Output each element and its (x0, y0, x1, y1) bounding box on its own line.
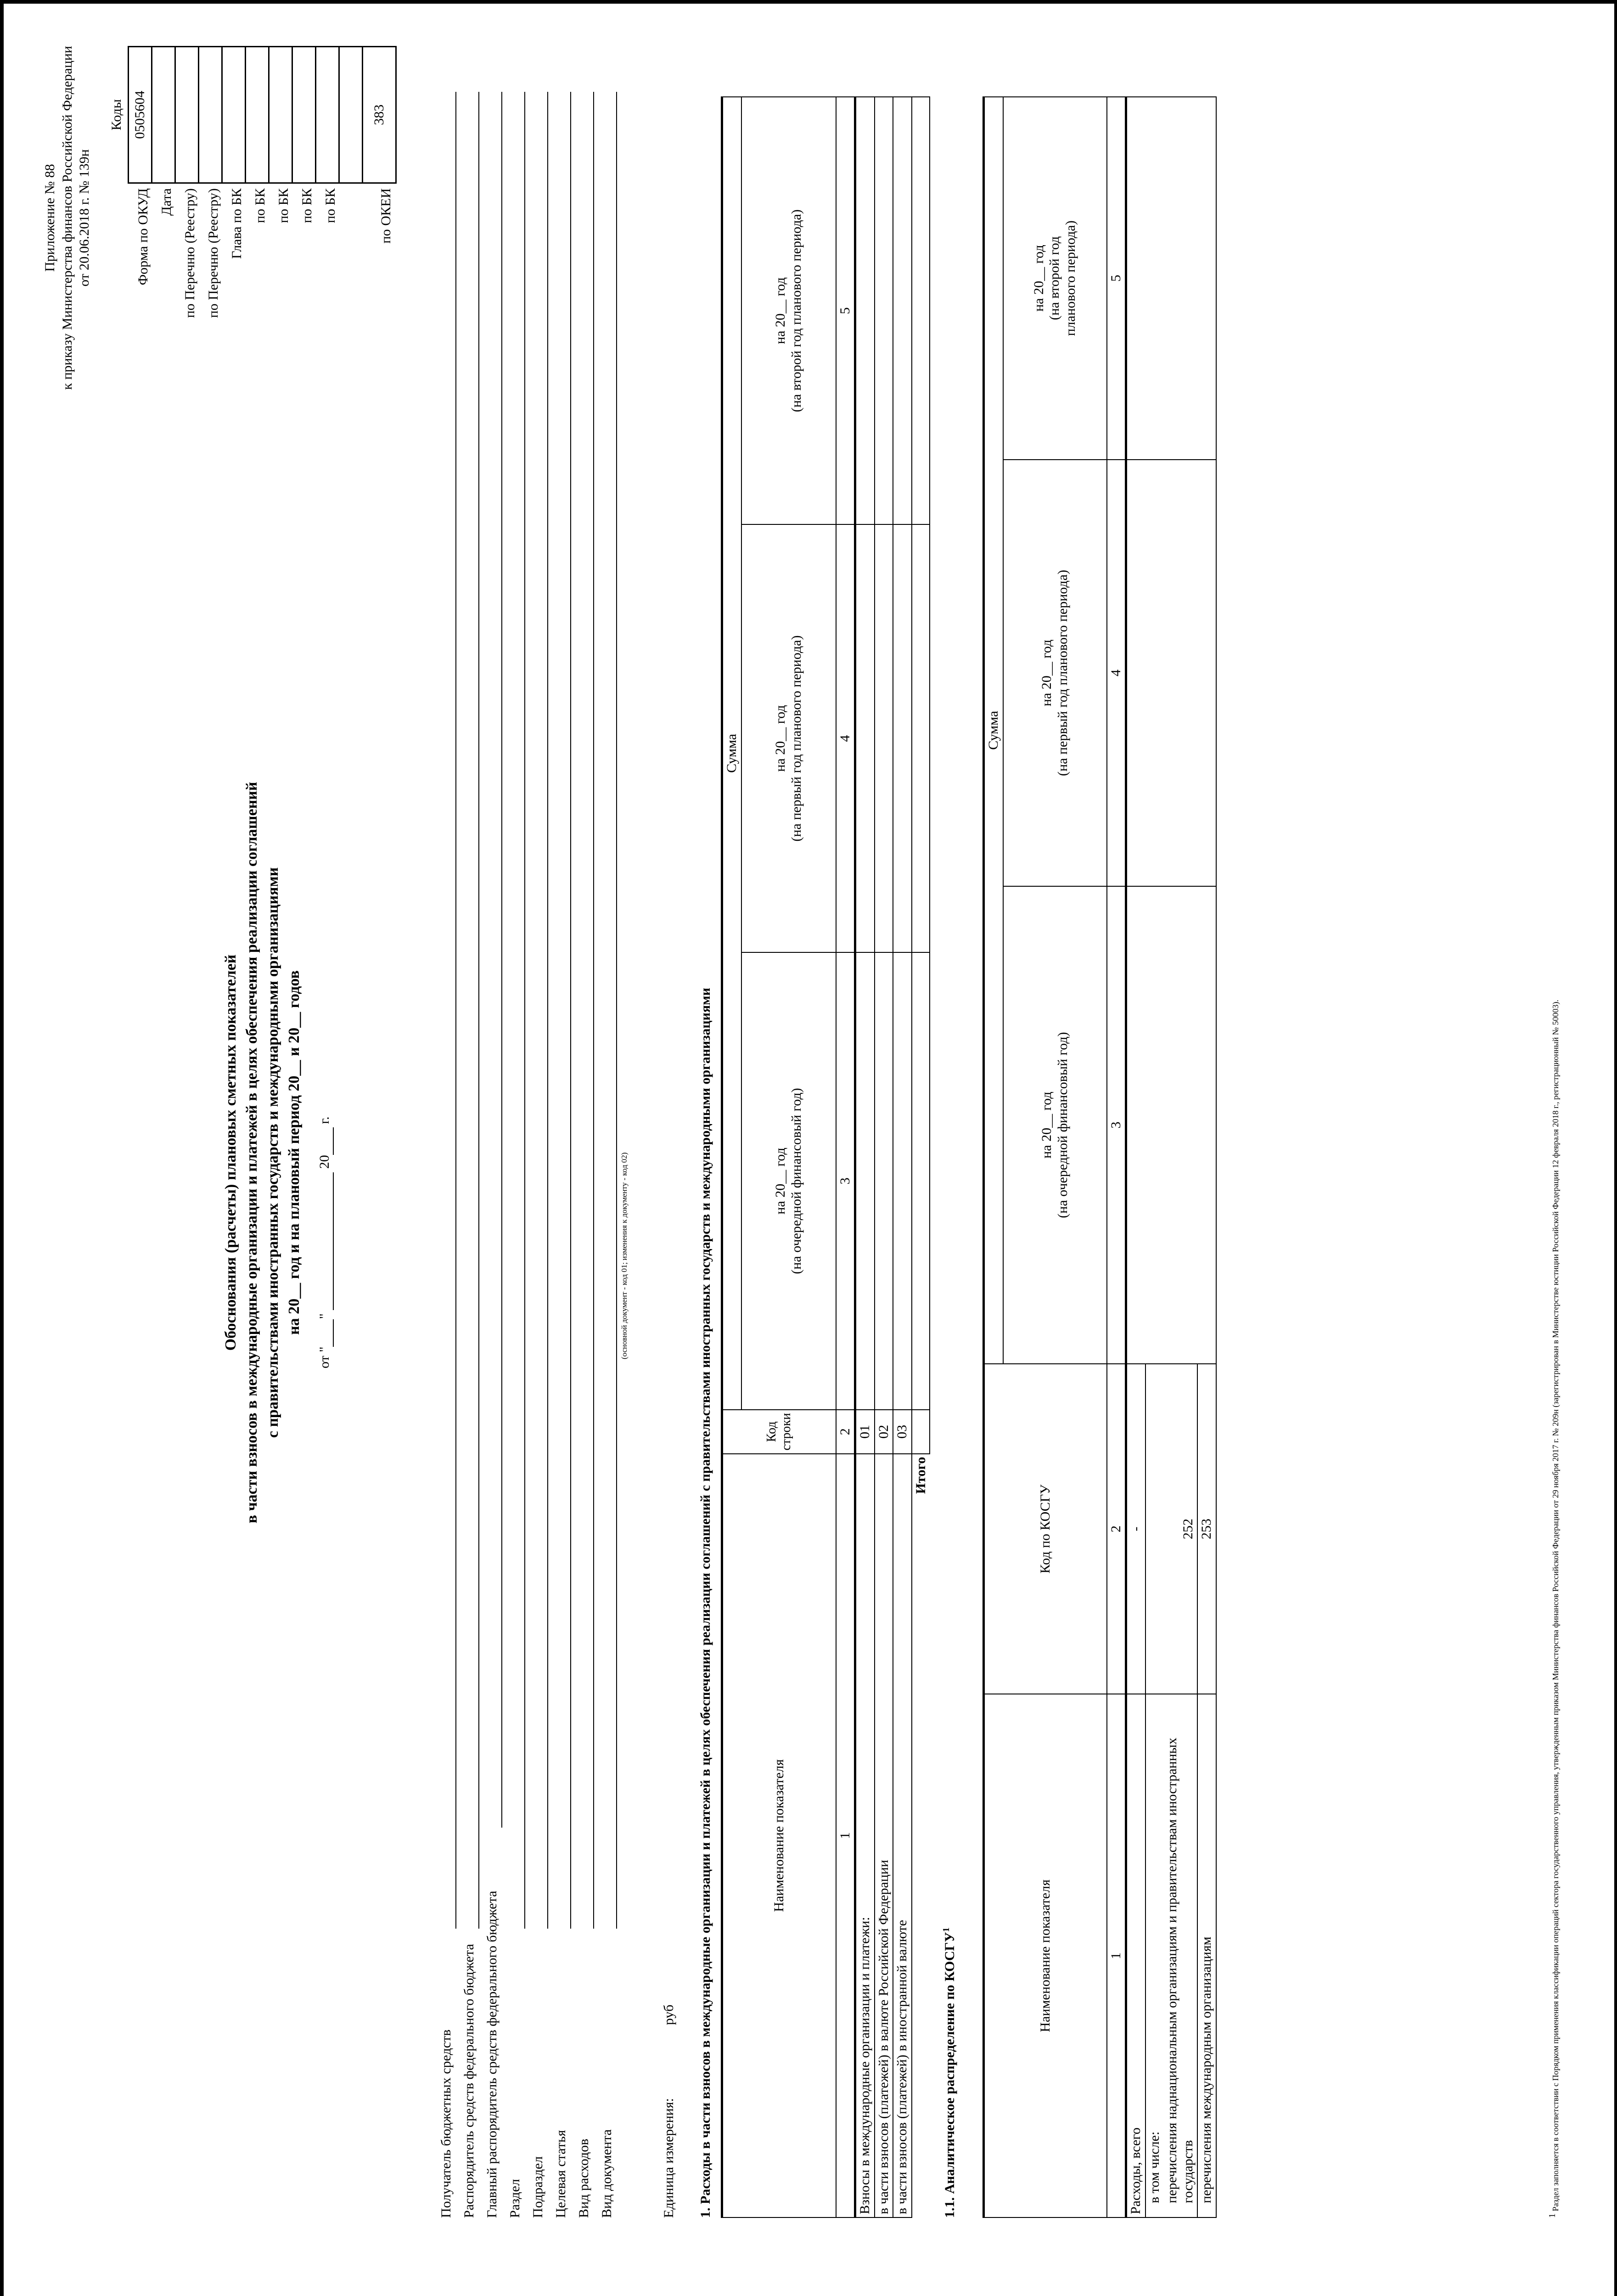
field-section-line[interactable] (524, 92, 525, 1929)
s11-row-4-name: перечисления международным организациям (1197, 1694, 1216, 2217)
s11-row-4-code: 253 (1197, 1364, 1216, 1694)
s11-row-3-code: 252 (1145, 1364, 1198, 1694)
s11-row-2-name: в том числе: (1145, 1694, 1164, 2217)
s1-row-2-cell-5[interactable] (875, 97, 893, 524)
date-line (317, 1116, 334, 1368)
footnote (1547, 1000, 1561, 2218)
s1-colnum-4: 4 (836, 524, 855, 952)
section-1-1-title (941, 1927, 958, 2218)
s11-header-sum: Сумма (984, 97, 1003, 1364)
field-administrator: Распорядитель средств федерального бюджета (461, 1944, 477, 2218)
s11-header-year-1 (1003, 886, 1107, 1364)
s1-row-3-cell-5[interactable] (893, 97, 912, 524)
s11-header-name: Наименование показателя (984, 1694, 1107, 2217)
title-line-1: Обоснования (расчеты) плановых сметных показателей (222, 954, 239, 1351)
registry-label-2: по Перечню (Реестру) (206, 188, 221, 318)
s1-row-3-code: 03 (893, 1410, 912, 1454)
s11-header-code: Код по КОСГУ (984, 1364, 1107, 1694)
s11-row-1-name: Расходы, всего (1126, 1694, 1145, 2217)
s1-header-year-1-b: (на очередной финансовый год) (788, 1088, 804, 1274)
s1-row-1-cell-5[interactable] (855, 97, 875, 524)
footnote-text: Раздел заполняется в соответствии с Порядком применения классификации операций сектора государственного управления, утвержденным приказом Министерства финансов Российской Федерации от 29 ноября 2017 г. № 209н (зарегистрирован в Министерстве юстиции Российской Федерации 12 февраля 2018 г., регистрационный № 50003). (1551, 1000, 1560, 2212)
bk-label-1: по БК (253, 188, 268, 223)
section-1-table (721, 96, 930, 2218)
s11-header-year-3-a: на 20__ год (1031, 245, 1046, 312)
okei-code: 383 (363, 47, 396, 183)
s11-cell-4[interactable] (1126, 460, 1216, 887)
date-code (152, 47, 175, 183)
okei-label: по ОКЕИ (378, 188, 393, 244)
date-year-field[interactable] (317, 1127, 334, 1155)
s11-header-year-3-c: планового периода) (1062, 220, 1078, 336)
bk-label-3: по БК (299, 188, 314, 223)
s1-colnum-1: 1 (836, 1454, 855, 2217)
title-line-3: с правительствами иностранных государств и международными организациями (264, 867, 281, 1438)
date-prefix: от " (317, 1346, 332, 1368)
s1-colnum-5: 5 (836, 97, 855, 524)
s1-header-year-3 (741, 97, 836, 524)
s1-row-2-cell-4[interactable] (875, 524, 893, 952)
document-title (220, 625, 305, 1681)
s11-colnum-5: 5 (1107, 97, 1126, 460)
codes-header: Коды (106, 47, 129, 183)
document-type-note: (основной документ - код 01; изменения к документу - код 02) (620, 1152, 629, 1359)
s1-row-2-name: в части взносов (платежей) в валюте Российской Федерации (875, 1454, 893, 2217)
s1-row-2-cell-3[interactable] (875, 952, 893, 1410)
date-label: Дата (159, 188, 174, 216)
date-quote: " (317, 1313, 332, 1319)
date-day-field[interactable] (317, 1319, 334, 1347)
section-1-1-title-text: 1.1. Аналитическое распределение по КОСГУ (942, 1932, 957, 2218)
registry-label-1: по Перечню (Реестру) (182, 188, 197, 318)
s1-header-code: Код строки (722, 1410, 836, 1454)
section-1-1-footnote-mark: 1 (941, 1927, 951, 1932)
s11-header-year-2 (1003, 460, 1107, 887)
s11-row-3-name: перечисления наднациональным организациям и правительствам иностранных государств (1163, 1694, 1197, 2217)
codes-labels (131, 188, 398, 318)
field-administrator-line[interactable] (478, 92, 479, 1929)
rotated-form-page (23, 28, 1589, 2278)
bk-code-4 (316, 47, 339, 183)
s11-header-year-1-b: (на очередной финансовый год) (1055, 1032, 1070, 1218)
date-year-prefix: 20 (317, 1155, 332, 1169)
s11-header-year-2-b: (на первый год планового периода) (1055, 569, 1070, 777)
s1-header-year-2-b: (на первый год планового периода) (788, 635, 804, 842)
field-chief-administrator-line[interactable] (501, 92, 502, 1828)
annex-line-2: к приказу Министерства финансов Российской Федерации (59, 46, 75, 390)
chapter-code (222, 47, 246, 183)
footnote-mark: 1 (1547, 2213, 1557, 2218)
field-expense-type: Вид расходов (576, 2138, 591, 2218)
bk-code-2 (269, 47, 292, 183)
annex-note (41, 46, 93, 390)
s11-header-year-3 (1003, 97, 1107, 460)
field-chief-administrator: Главный распорядитель средств федерального бюджета (484, 1891, 500, 2218)
s1-header-sum: Сумма (722, 97, 741, 1410)
title-line-2: в части взносов в международные организации и платежей в целях обеспечения реализации соглашений (243, 782, 260, 1524)
s11-cell-5[interactable] (1126, 97, 1216, 460)
s1-header-year-3-b: (на второй год планового периода) (788, 209, 804, 412)
s1-header-name: Наименование показателя (722, 1454, 836, 2217)
field-expense-type-line[interactable] (593, 92, 594, 1929)
s11-cell-3[interactable] (1126, 886, 1216, 1364)
s1-total-cell-3[interactable] (912, 952, 930, 1410)
s1-row-3-name: в части взносов (платежей) в иностранной валюте (893, 1454, 912, 2217)
registry-code-2 (199, 47, 222, 183)
bk-label-2: по БК (276, 188, 291, 223)
field-subsection: Подраздел (530, 2156, 545, 2218)
s1-row-1-cell-4[interactable] (855, 524, 875, 952)
bk-code-1 (246, 47, 269, 183)
annex-line-3: от 20.06.2018 г. № 139н (77, 149, 92, 287)
annex-line-1: Приложение № 88 (42, 164, 57, 272)
date-suffix: г. (317, 1116, 332, 1124)
s1-row-3-cell-3[interactable] (893, 952, 912, 1410)
s1-header-year-1 (741, 952, 836, 1410)
s1-row-2-code: 02 (875, 1410, 893, 1454)
section-1-title: 1. Расходы в части взносов в международные организации и платежей в целях обеспечения реализации соглашений с правительствами иностранных государств и международными организациями (698, 988, 713, 2218)
s1-total-cell-4[interactable] (912, 524, 930, 952)
field-subsection-line[interactable] (547, 92, 548, 1929)
s1-colnum-3: 3 (836, 952, 855, 1410)
s11-row-1-code: - (1126, 1364, 1145, 1694)
section-1-1-table (983, 96, 1217, 2218)
scan-border-right (1614, 0, 1617, 2296)
field-document-type: Вид документа (599, 2129, 614, 2218)
field-target-article-line[interactable] (570, 92, 571, 1929)
scan-border-top (0, 0, 1617, 4)
field-document-type-line[interactable] (616, 92, 617, 1929)
bk-code-3 (292, 47, 316, 183)
s1-header-year-2 (741, 524, 836, 952)
registry-code-1 (175, 47, 199, 183)
unit-label: Единица измерения: (661, 2098, 676, 2218)
field-target-article: Целевая статья (553, 2130, 568, 2218)
s1-row-1-code: 01 (855, 1410, 875, 1454)
s11-colnum-3: 3 (1107, 886, 1126, 1364)
chapter-label: Глава по БК (229, 188, 244, 259)
s11-colnum-4: 4 (1107, 460, 1126, 887)
s11-header-year-2-a: на 20__ год (1039, 639, 1054, 707)
s1-row-1-name: Взносы в международные организации и платежи: (855, 1454, 875, 2217)
bk-label-4: по БК (323, 188, 338, 223)
s1-colnum-2: 2 (836, 1410, 855, 1454)
okud-label: Форма по ОКУД (135, 188, 151, 286)
title-line-4: на 20__ год и на плановый период 20__ и 20__ годов (285, 970, 303, 1335)
okud-code: 0505604 (129, 47, 152, 183)
scan-border-left (0, 0, 4, 2296)
s1-total-cell-5[interactable] (912, 97, 930, 524)
s11-header-year-1-a: на 20__ год (1039, 1092, 1054, 1159)
field-recipient: Получатель бюджетных средств (438, 2029, 454, 2218)
s1-header-year-3-a: на 20__ год (773, 277, 788, 344)
date-month-field[interactable] (317, 1172, 334, 1310)
doc-kind-code (339, 47, 363, 183)
s1-header-year-1-a: на 20__ год (773, 1148, 788, 1215)
s1-total-code (912, 1410, 930, 1454)
codes-box (106, 46, 397, 184)
unit-value: руб (661, 2004, 676, 2025)
field-recipient-line[interactable] (455, 92, 456, 1929)
s11-colnum-2: 2 (1107, 1364, 1126, 1694)
s11-colnum-1: 1 (1107, 1694, 1126, 2217)
field-section: Раздел (507, 2179, 522, 2218)
s1-header-year-2-a: на 20__ год (773, 705, 788, 772)
s1-row-3-cell-4[interactable] (893, 524, 912, 952)
s1-total-label: Итого (913, 1457, 928, 1494)
s1-row-1-cell-3[interactable] (855, 952, 875, 1410)
s11-header-year-3-b: (на второй год (1047, 236, 1062, 321)
